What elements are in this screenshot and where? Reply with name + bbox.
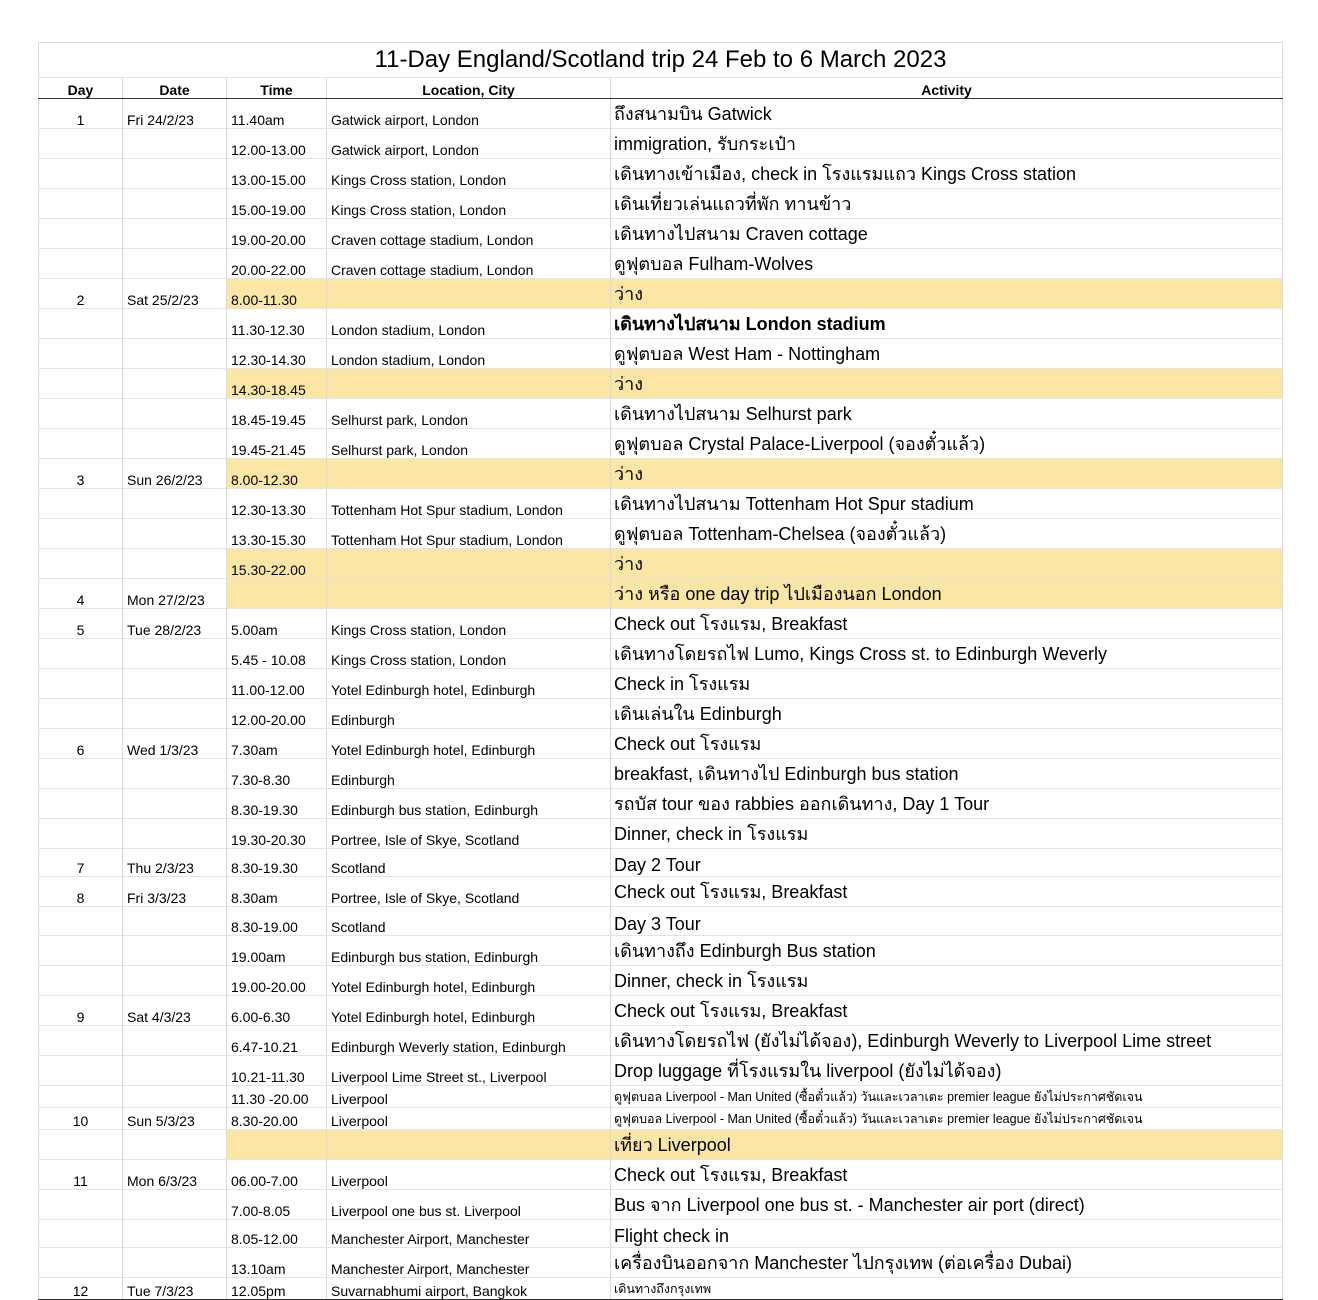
day-cell: [39, 935, 123, 965]
activity-cell: Check in โรงแรม: [611, 669, 1283, 699]
location-cell: Liverpool: [327, 1107, 611, 1129]
time-cell: 11.30-12.30: [227, 309, 327, 339]
date-cell: [123, 789, 227, 819]
location-cell: Yotel Edinburgh hotel, Edinburgh: [327, 965, 611, 995]
table-row: [39, 849, 1283, 877]
table-row: [39, 369, 1283, 399]
table-row: [39, 1189, 1283, 1219]
table-row: [39, 279, 1283, 309]
date-cell: [123, 339, 227, 369]
day-cell: [39, 519, 123, 549]
activity-cell: Flight check in: [611, 1219, 1283, 1247]
activity-cell: immigration, รับกระเป๋า: [611, 129, 1283, 159]
location-cell: Selhurst park, London: [327, 429, 611, 459]
day-cell: 1: [39, 99, 123, 129]
day-cell: [39, 1025, 123, 1055]
time-cell: 12.00-13.00: [227, 129, 327, 159]
date-cell: [123, 1189, 227, 1219]
time-cell: 12.30-14.30: [227, 339, 327, 369]
header-day: Day: [39, 78, 123, 99]
time-cell: 8.30am: [227, 877, 327, 907]
table-row: [39, 519, 1283, 549]
location-cell: Gatwick airport, London: [327, 129, 611, 159]
day-cell: [39, 369, 123, 399]
date-cell: [123, 1055, 227, 1085]
date-cell: [123, 965, 227, 995]
day-cell: [39, 129, 123, 159]
table-row: [39, 935, 1283, 965]
header-activity: Activity: [611, 78, 1283, 99]
date-cell: [123, 1219, 227, 1247]
day-cell: [39, 309, 123, 339]
date-cell: [123, 129, 227, 159]
day-cell: [39, 907, 123, 935]
time-cell: [227, 579, 327, 609]
activity-cell: เดินเที่ยวเล่นแถวที่พัก ทานข้าว: [611, 189, 1283, 219]
day-cell: [39, 189, 123, 219]
activity-cell: เดินทางถึงกรุงเทพ: [611, 1278, 1283, 1300]
location-cell: Kings Cross station, London: [327, 189, 611, 219]
day-cell: [39, 159, 123, 189]
day-cell: [39, 669, 123, 699]
activity-cell: เที่ยว Liverpool: [611, 1129, 1283, 1159]
itinerary-table: [38, 42, 1283, 1300]
location-cell: Manchester Airport, Manchester: [327, 1219, 611, 1247]
day-cell: 4: [39, 579, 123, 609]
day-cell: [39, 759, 123, 789]
table-row: [39, 1107, 1283, 1129]
table-row: [39, 489, 1283, 519]
header-row: [39, 78, 1283, 99]
day-cell: [39, 399, 123, 429]
activity-cell: Bus จาก Liverpool one bus st. - Manchester air port (direct): [611, 1189, 1283, 1219]
time-cell: 12.30-13.30: [227, 489, 327, 519]
time-cell: 5.00am: [227, 609, 327, 639]
table-row: [39, 907, 1283, 935]
date-cell: Fri 3/3/23: [123, 877, 227, 907]
time-cell: 8.30-19.30: [227, 789, 327, 819]
activity-cell: breakfast, เดินทางไป Edinburgh bus station: [611, 759, 1283, 789]
date-cell: Wed 1/3/23: [123, 729, 227, 759]
day-cell: [39, 1248, 123, 1278]
activity-cell: Day 3 Tour: [611, 907, 1283, 935]
table-row: [39, 699, 1283, 729]
table-row: [39, 309, 1283, 339]
activity-cell: เดินทางไปสนาม London stadium: [611, 309, 1283, 339]
table-row: [39, 549, 1283, 579]
time-cell: 6.00-6.30: [227, 995, 327, 1025]
location-cell: Selhurst park, London: [327, 399, 611, 429]
activity-cell: ว่าง: [611, 279, 1283, 309]
day-cell: [39, 699, 123, 729]
activity-cell: Drop luggage ที่โรงแรมใน liverpool (ยังไม่ได้จอง): [611, 1055, 1283, 1085]
location-cell: Edinburgh bus station, Edinburgh: [327, 789, 611, 819]
time-cell: 19.00-20.00: [227, 219, 327, 249]
activity-cell: Check out โรงแรม, Breakfast: [611, 995, 1283, 1025]
date-cell: [123, 1025, 227, 1055]
activity-cell: เดินทางโดยรถไฟ Lumo, Kings Cross st. to Edinburgh Weverly: [611, 639, 1283, 669]
day-cell: 2: [39, 279, 123, 309]
location-cell: London stadium, London: [327, 339, 611, 369]
location-cell: Edinburgh Weverly station, Edinburgh: [327, 1025, 611, 1055]
table-row: [39, 1055, 1283, 1085]
time-cell: 7.30am: [227, 729, 327, 759]
time-cell: 7.00-8.05: [227, 1189, 327, 1219]
location-cell: [327, 579, 611, 609]
activity-cell: Dinner, check in โรงแรม: [611, 965, 1283, 995]
day-cell: 6: [39, 729, 123, 759]
location-cell: Suvarnabhumi airport, Bangkok: [327, 1278, 611, 1300]
day-cell: [39, 1189, 123, 1219]
time-cell: 12.05pm: [227, 1278, 327, 1300]
date-cell: [123, 489, 227, 519]
table-row: [39, 99, 1283, 129]
activity-cell: Check out โรงแรม, Breakfast: [611, 1159, 1283, 1189]
date-cell: [123, 369, 227, 399]
location-cell: [327, 549, 611, 579]
activity-cell: เดินทางไปสนาม Tottenham Hot Spur stadium: [611, 489, 1283, 519]
day-cell: [39, 249, 123, 279]
activity-cell: Day 2 Tour: [611, 849, 1283, 877]
table-row: [39, 159, 1283, 189]
location-cell: Liverpool one bus st. Liverpool: [327, 1189, 611, 1219]
time-cell: 11.40am: [227, 99, 327, 129]
date-cell: [123, 699, 227, 729]
time-cell: 11.30 -20.00: [227, 1085, 327, 1107]
activity-cell: เครื่องบินออกจาก Manchester ไปกรุงเทพ (ต่อเครื่อง Dubai): [611, 1248, 1283, 1278]
location-cell: Scotland: [327, 907, 611, 935]
date-cell: [123, 935, 227, 965]
time-cell: 10.21-11.30: [227, 1055, 327, 1085]
table-row: [39, 399, 1283, 429]
day-cell: [39, 1085, 123, 1107]
day-cell: [39, 819, 123, 849]
table-row: [39, 819, 1283, 849]
table-row: [39, 1248, 1283, 1278]
location-cell: Scotland: [327, 849, 611, 877]
table-row: [39, 249, 1283, 279]
table-row: [39, 1129, 1283, 1159]
day-cell: 10: [39, 1107, 123, 1129]
location-cell: Gatwick airport, London: [327, 99, 611, 129]
location-cell: Liverpool: [327, 1159, 611, 1189]
time-cell: 12.00-20.00: [227, 699, 327, 729]
location-cell: Edinburgh bus station, Edinburgh: [327, 935, 611, 965]
location-cell: Liverpool Lime Street st., Liverpool: [327, 1055, 611, 1085]
table-row: [39, 189, 1283, 219]
location-cell: Kings Cross station, London: [327, 609, 611, 639]
table-row: [39, 1085, 1283, 1107]
date-cell: Mon 27/2/23: [123, 579, 227, 609]
activity-cell: เดินเล่นใน Edinburgh: [611, 699, 1283, 729]
activity-cell: ดูฟุตบอล Liverpool - Man United (ซื้อตั๋วแล้ว) วันและเวลาเตะ premier league ยังไม่ประกาศชัดเจน: [611, 1085, 1283, 1107]
location-cell: Liverpool: [327, 1085, 611, 1107]
table-row: [39, 579, 1283, 609]
header-location: Location, City: [327, 78, 611, 99]
table-row: [39, 429, 1283, 459]
table-row: [39, 459, 1283, 489]
date-cell: Sat 4/3/23: [123, 995, 227, 1025]
table-row: [39, 1025, 1283, 1055]
table-row: [39, 669, 1283, 699]
table-row: [39, 129, 1283, 159]
location-cell: [327, 369, 611, 399]
table-row: [39, 729, 1283, 759]
table-row: [39, 609, 1283, 639]
time-cell: 19.00-20.00: [227, 965, 327, 995]
table-row: [39, 339, 1283, 369]
activity-cell: เดินทางเข้าเมือง, check in โรงแรมแถว Kings Cross station: [611, 159, 1283, 189]
table-row: [39, 995, 1283, 1025]
location-cell: Yotel Edinburgh hotel, Edinburgh: [327, 995, 611, 1025]
location-cell: Yotel Edinburgh hotel, Edinburgh: [327, 669, 611, 699]
activity-cell: Dinner, check in โรงแรม: [611, 819, 1283, 849]
date-cell: [123, 1085, 227, 1107]
time-cell: 20.00-22.00: [227, 249, 327, 279]
time-cell: 13.30-15.30: [227, 519, 327, 549]
sheet-title: 11-Day England/Scotland trip 24 Feb to 6 March 2023: [39, 43, 1283, 78]
activity-cell: ว่าง: [611, 369, 1283, 399]
time-cell: 19.00am: [227, 935, 327, 965]
date-cell: [123, 819, 227, 849]
day-cell: [39, 549, 123, 579]
time-cell: 11.00-12.00: [227, 669, 327, 699]
activity-cell: ดูฟุตบอล Liverpool - Man United (ซื้อตั๋วแล้ว) วันและเวลาเตะ premier league ยังไม่ประกาศชัดเจน: [611, 1107, 1283, 1129]
date-cell: [123, 759, 227, 789]
date-cell: [123, 189, 227, 219]
day-cell: [39, 219, 123, 249]
table-row: [39, 965, 1283, 995]
date-cell: Sun 5/3/23: [123, 1107, 227, 1129]
activity-cell: ดูฟุตบอล West Ham - Nottingham: [611, 339, 1283, 369]
time-cell: 06.00-7.00: [227, 1159, 327, 1189]
activity-cell: ว่าง: [611, 549, 1283, 579]
day-cell: [39, 1055, 123, 1085]
location-cell: Manchester Airport, Manchester: [327, 1248, 611, 1278]
table-row: [39, 789, 1283, 819]
table-row: [39, 1159, 1283, 1189]
location-cell: Tottenham Hot Spur stadium, London: [327, 519, 611, 549]
date-cell: [123, 1129, 227, 1159]
itinerary-sheet: [38, 42, 1282, 1300]
time-cell: 14.30-18.45: [227, 369, 327, 399]
time-cell: 8.05-12.00: [227, 1219, 327, 1247]
itinerary-rows: [39, 99, 1283, 1300]
date-cell: [123, 249, 227, 279]
date-cell: [123, 219, 227, 249]
day-cell: [39, 639, 123, 669]
day-cell: [39, 429, 123, 459]
time-cell: 18.45-19.45: [227, 399, 327, 429]
day-cell: 8: [39, 877, 123, 907]
day-cell: [39, 965, 123, 995]
date-cell: Sat 25/2/23: [123, 279, 227, 309]
date-cell: Thu 2/3/23: [123, 849, 227, 877]
date-cell: [123, 639, 227, 669]
date-cell: Sun 26/2/23: [123, 459, 227, 489]
time-cell: 8.30-19.00: [227, 907, 327, 935]
time-cell: 6.47-10.21: [227, 1025, 327, 1055]
activity-cell: ดูฟุตบอล Fulham-Wolves: [611, 249, 1283, 279]
activity-cell: เดินทางถึง Edinburgh Bus station: [611, 935, 1283, 965]
location-cell: [327, 1129, 611, 1159]
activity-cell: Check out โรงแรม: [611, 729, 1283, 759]
time-cell: 19.30-20.30: [227, 819, 327, 849]
time-cell: [227, 1129, 327, 1159]
time-cell: 8.00-12.30: [227, 459, 327, 489]
day-cell: 5: [39, 609, 123, 639]
day-cell: [39, 1219, 123, 1247]
location-cell: Portree, Isle of Skye, Scotland: [327, 877, 611, 907]
day-cell: 3: [39, 459, 123, 489]
day-cell: 7: [39, 849, 123, 877]
time-cell: 15.00-19.00: [227, 189, 327, 219]
date-cell: [123, 549, 227, 579]
location-cell: [327, 459, 611, 489]
time-cell: 19.45-21.45: [227, 429, 327, 459]
header-time: Time: [227, 78, 327, 99]
day-cell: [39, 789, 123, 819]
time-cell: 15.30-22.00: [227, 549, 327, 579]
activity-cell: รถบัส tour ของ rabbies ออกเดินทาง, Day 1 Tour: [611, 789, 1283, 819]
activity-cell: ถึงสนามบิน Gatwick: [611, 99, 1283, 129]
date-cell: [123, 669, 227, 699]
table-row: [39, 877, 1283, 907]
activity-cell: เดินทางโดยรถไฟ (ยังไม่ได้จอง), Edinburgh Weverly to Liverpool Lime street: [611, 1025, 1283, 1055]
time-cell: 8.30-20.00: [227, 1107, 327, 1129]
activity-cell: เดินทางไปสนาม Selhurst park: [611, 399, 1283, 429]
location-cell: Edinburgh: [327, 759, 611, 789]
location-cell: Edinburgh: [327, 699, 611, 729]
date-cell: [123, 159, 227, 189]
date-cell: Mon 6/3/23: [123, 1159, 227, 1189]
table-row: [39, 1278, 1283, 1300]
date-cell: Tue 7/3/23: [123, 1278, 227, 1300]
time-cell: 7.30-8.30: [227, 759, 327, 789]
date-cell: [123, 399, 227, 429]
location-cell: [327, 279, 611, 309]
day-cell: 12: [39, 1278, 123, 1300]
day-cell: [39, 1129, 123, 1159]
date-cell: [123, 429, 227, 459]
table-row: [39, 639, 1283, 669]
activity-cell: Check out โรงแรม, Breakfast: [611, 609, 1283, 639]
day-cell: [39, 489, 123, 519]
table-row: [39, 219, 1283, 249]
time-cell: 5.45 - 10.08: [227, 639, 327, 669]
location-cell: Yotel Edinburgh hotel, Edinburgh: [327, 729, 611, 759]
location-cell: Craven cottage stadium, London: [327, 219, 611, 249]
location-cell: Kings Cross station, London: [327, 159, 611, 189]
location-cell: Tottenham Hot Spur stadium, London: [327, 489, 611, 519]
location-cell: Portree, Isle of Skye, Scotland: [327, 819, 611, 849]
time-cell: 13.00-15.00: [227, 159, 327, 189]
date-cell: [123, 1248, 227, 1278]
date-cell: [123, 519, 227, 549]
day-cell: 11: [39, 1159, 123, 1189]
activity-cell: ว่าง หรือ one day trip ไปเมืองนอก London: [611, 579, 1283, 609]
table-row: [39, 1219, 1283, 1247]
time-cell: 13.10am: [227, 1248, 327, 1278]
date-cell: [123, 907, 227, 935]
activity-cell: Check out โรงแรม, Breakfast: [611, 877, 1283, 907]
time-cell: 8.30-19.30: [227, 849, 327, 877]
date-cell: Fri 24/2/23: [123, 99, 227, 129]
activity-cell: ดูฟุตบอล Tottenham-Chelsea (จองตั๋วแล้ว): [611, 519, 1283, 549]
time-cell: 8.00-11.30: [227, 279, 327, 309]
date-cell: Tue 28/2/23: [123, 609, 227, 639]
date-cell: [123, 309, 227, 339]
activity-cell: ว่าง: [611, 459, 1283, 489]
day-cell: 9: [39, 995, 123, 1025]
header-date: Date: [123, 78, 227, 99]
location-cell: Craven cottage stadium, London: [327, 249, 611, 279]
table-row: [39, 759, 1283, 789]
day-cell: [39, 339, 123, 369]
activity-cell: ดูฟุตบอล Crystal Palace-Liverpool (จองตั๋วแล้ว): [611, 429, 1283, 459]
location-cell: Kings Cross station, London: [327, 639, 611, 669]
activity-cell: เดินทางไปสนาม Craven cottage: [611, 219, 1283, 249]
location-cell: London stadium, London: [327, 309, 611, 339]
